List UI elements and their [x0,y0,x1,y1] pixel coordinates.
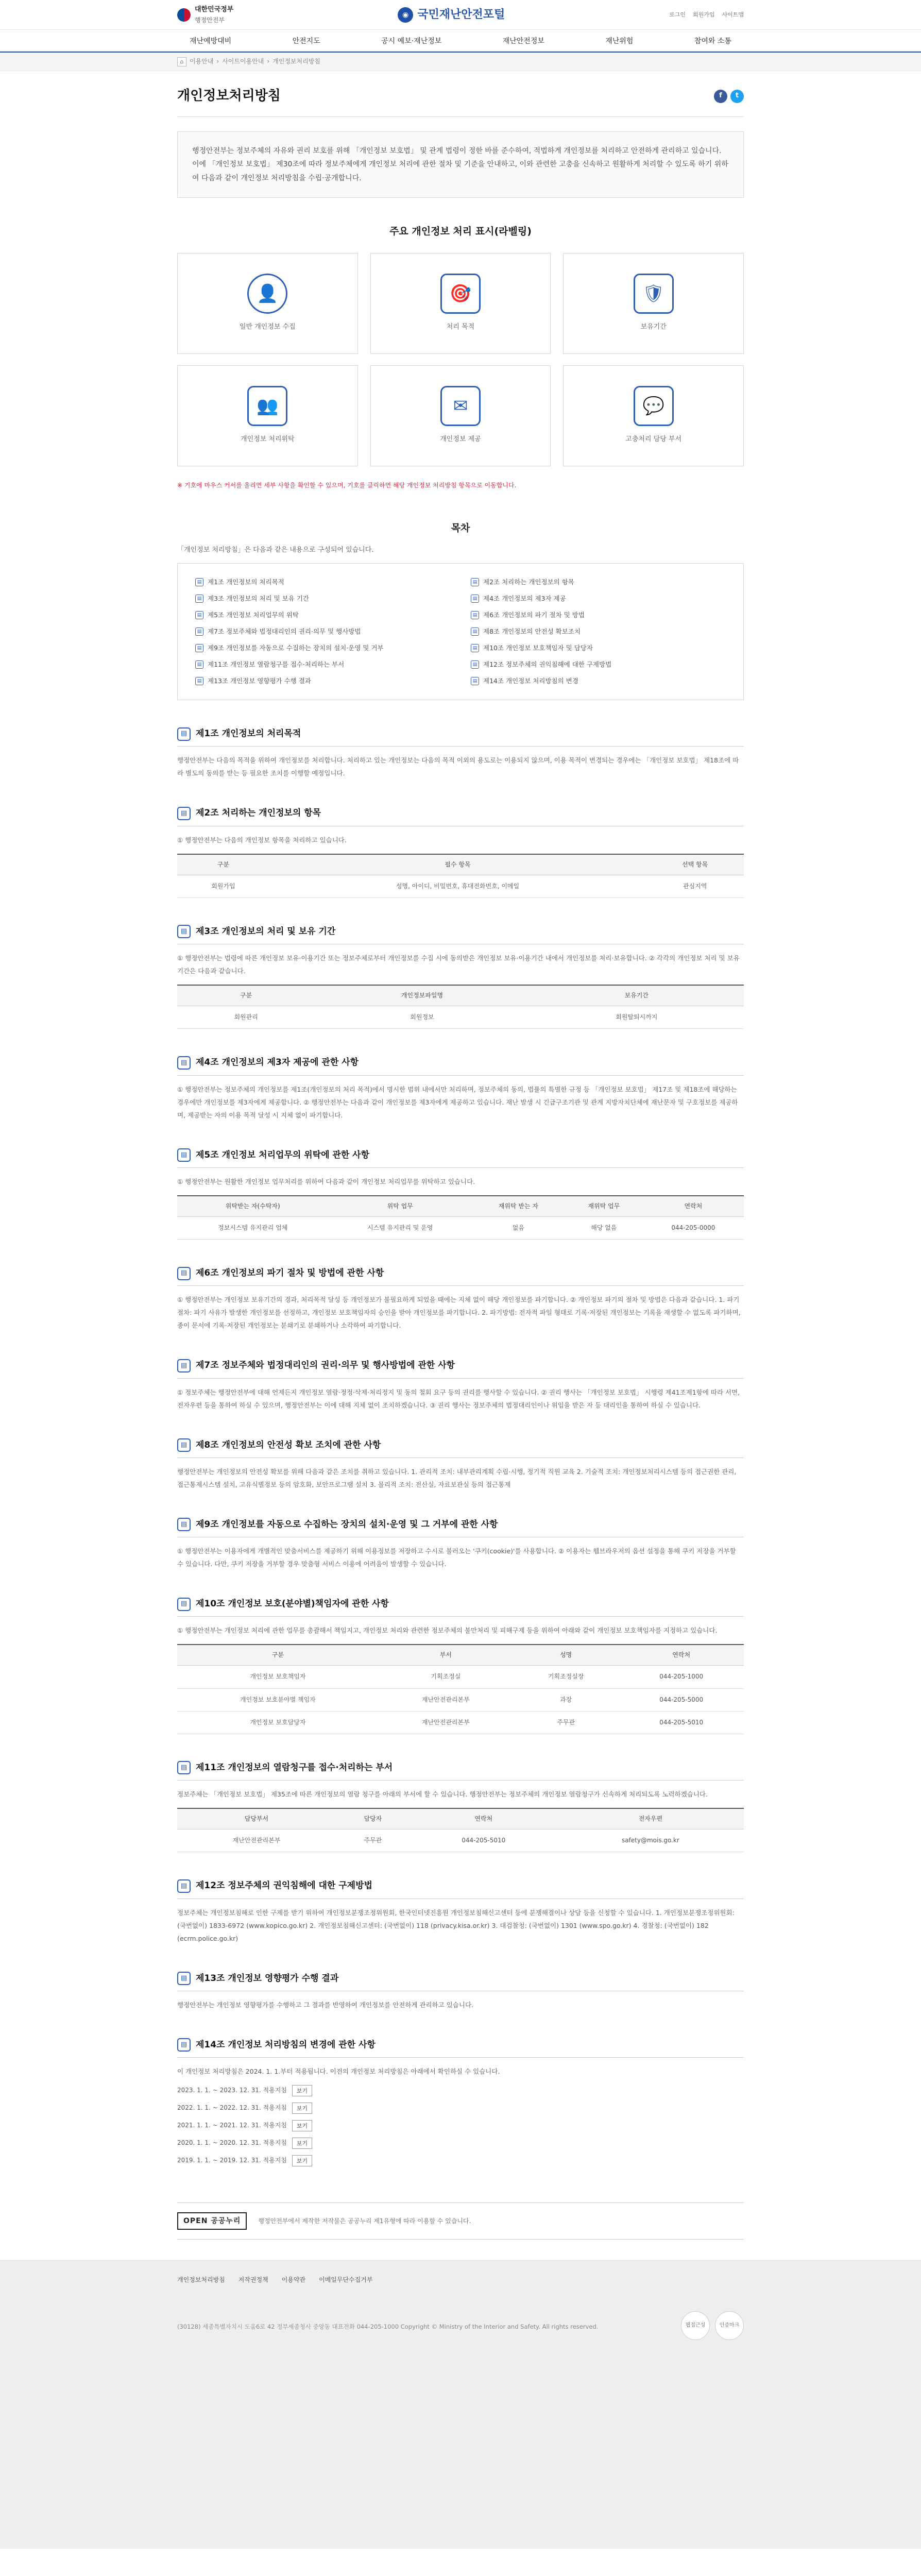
table-cell: 회원정보 [315,1006,529,1029]
table-cell: 044-205-5010 [619,1711,744,1734]
footer [0,2260,921,2549]
table-cell: 044-205-0000 [643,1217,744,1240]
document-icon: ▤ [195,578,203,586]
document-icon: ▤ [177,1972,191,1985]
article-6 [177,1266,744,1332]
toc-item[interactable] [471,659,726,670]
article-body: ① 행정안전부는 원활한 개인정보 업무처리를 위하여 다음과 같이 개인정보 처리업무를 위탁하고 있습니다. [177,1177,475,1185]
table-cell: 개인정보 보호분야별 책임자 [177,1688,379,1711]
table-header: 재위탁 받는 자 [472,1196,565,1217]
article-4 [177,1056,744,1121]
toc-label: 제13조 개인정보 영향평가 수행 결과 [208,677,311,685]
home-icon[interactable]: ⌂ [177,57,186,66]
toc-item[interactable] [195,643,450,653]
toc-label: 제3조 개인정보의 처리 및 보유 기간 [208,595,309,603]
article-title: 제9조 개인정보를 자동으로 수집하는 장치의 설치·운영 및 그 거부에 관한 사항 [196,1519,498,1530]
article-9 [177,1518,744,1570]
breadcrumb-item[interactable]: 사이트이용안내 [222,58,264,65]
footer-link[interactable]: 이메일무단수집거부 [319,2276,373,2284]
table-header: 재위탁 업무 [565,1196,643,1217]
label-text: 개인정보 처리위탁 [241,435,295,444]
chat-icon: 💬 [634,386,674,426]
table-header: 연락처 [619,1645,744,1666]
nav-item[interactable]: 재난안전정보 [502,37,544,45]
article-body: 정보주체는 「개인정보 보호법」 제35조에 따른 개인정보의 열람 청구를 아래의 부서에 할 수 있습니다. 행정안전부는 정보주체의 개인정보 열람청구가 신속하게 처리되도록 노력하겠습니다. [177,1790,708,1799]
view-button[interactable]: 보기 [292,2138,312,2149]
table-header: 위탁받는 자(수탁자) [177,1196,328,1217]
labels-note: ※ 기호에 마우스 커서를 올리면 세부 사항을 확인할 수 있으며, 기호를 클릭하면 해당 개인정보 처리방침 항목으로 이동합니다. [177,481,517,489]
table-row [177,1666,744,1688]
envelope-icon: ✉ [440,386,481,426]
table-row [177,1006,744,1029]
article-body: ① 행정안전부는 다음의 개인정보 항목을 처리하고 있습니다. [177,836,347,844]
main-nav [0,30,921,53]
table-header: 필수 항목 [269,854,646,875]
table-header: 보유기간 [530,985,744,1006]
label-card[interactable] [370,253,551,354]
document-icon: ▤ [177,1879,191,1893]
org-name: 행정안전부 [195,16,225,24]
table-row [177,1711,744,1734]
label-card[interactable] [177,365,358,466]
footer-link[interactable]: 저작권정책 [238,2276,268,2284]
history-item [177,2120,744,2131]
history-period: 2023. 1. 1. ~ 2023. 12. 31. 적용지침 [177,2087,287,2094]
table-cell: 재난안전관리본부 [177,1829,336,1852]
toc-item[interactable] [195,659,450,670]
document-icon: ▤ [471,628,479,636]
kogl-text: 행정안전부에서 제작한 저작물은 공공누리 제1유형에 따라 이용할 수 있습니다. [258,2217,471,2225]
table-cell: 개인정보 보호책임자 [177,1666,379,1688]
toc-item[interactable] [195,676,450,686]
facebook-icon[interactable]: f [714,90,727,103]
intro-box: 행정안전부는 정보주체의 자유와 권리 보호를 위해 「개인정보 보호법」 및 관계 법령이 정한 바를 준수하여, 적법하게 개인정보를 처리하고 안전하게 관리하고 있습니다. 이에 「개인정보 보호법」 제30조에 따라 정보주체에게 개인정보 처리에 관한 절차 및 기준을 안내하고, 이와 관련한 고충을 신속하고 원활하게 처리할 수 있도록 하기 위하여 다음과 같이 개인정보 처리방침을 수립·공개합니다. [177,131,744,198]
chevron-right-icon: › [267,58,270,65]
table-header: 담당자 [336,1808,410,1829]
article-title: 제3조 개인정보의 처리 및 보유 기간 [196,926,336,937]
table-cell: 044-205-5000 [619,1688,744,1711]
toc-label: 제7조 정보주체와 법정대리인의 권리·의무 및 행사방법 [208,628,361,636]
labels-grid [177,253,744,466]
document-icon: ▤ [177,1267,191,1280]
article-13 [177,1972,744,2011]
table-cell: 044-205-1000 [619,1666,744,1688]
table-cell: 회원가입 [177,875,269,897]
table-header: 구분 [177,854,269,875]
table-cell: 회원관리 [177,1006,315,1029]
toc-box [177,563,744,700]
view-button[interactable]: 보기 [292,2085,312,2096]
table-cell: 시스템 유지관리 및 운영 [328,1217,471,1240]
document-icon: ▤ [471,611,479,619]
table-header: 연락처 [410,1808,557,1829]
document-icon: ▤ [177,1761,191,1774]
toc-item[interactable] [195,594,450,604]
consign-table [177,1195,744,1240]
toc-label: 제6조 개인정보의 파기 절차 및 방법 [483,611,585,619]
document-icon: ▤ [471,578,479,586]
article-2 [177,806,744,898]
article-10 [177,1597,744,1734]
content [177,71,744,2240]
request-dept-table [177,1808,744,1852]
article-body: 행정안전부는 다음의 목적을 위하여 개인정보를 처리합니다. 처리하고 있는 개인정보는 다음의 목적 이외의 용도로는 이용되지 않으며, 이용 목적이 변경되는 경우에는 「개인정보 보호법」 제18조에 따라 별도의 동의를 받는 등 필요한 조치를 이행할 예정입니다. [177,756,739,777]
article-title: 제5조 개인정보 처리업무의 위탁에 관한 사항 [196,1149,370,1160]
label-card[interactable] [370,365,551,466]
util-links [669,10,744,20]
document-icon: ▤ [177,1438,191,1452]
toc-item[interactable] [195,577,450,587]
table-cell: 정보시스템 유지관리 업체 [177,1217,328,1240]
document-icon: ▤ [177,2038,191,2052]
footer-link[interactable]: 개인정보처리방침 [177,2276,225,2284]
toc-label: 제9조 개인정보를 자동으로 수집하는 장치의 설치·운영 및 거부 [208,644,384,652]
label-text: 보유기간 [640,323,667,331]
article-body: 행정안전부는 개인정보 영향평가를 수행하고 그 결과를 반영하여 개인정보를 안전하게 관리하고 있습니다. [177,2001,474,2009]
article-title: 제4조 개인정보의 제3자 제공에 관한 사항 [196,1057,359,1068]
document-icon: ▤ [471,644,479,652]
nav-item[interactable]: 재난예방대비 [190,37,232,45]
table-header: 개인정보파일명 [315,985,529,1006]
document-icon: ▤ [471,660,479,669]
twitter-icon[interactable]: t [730,90,744,103]
article-title: 제10조 개인정보 보호(분야별)책임자에 관한 사항 [196,1598,389,1609]
article-body: ① 행정안전부는 이용자에게 개별적인 맞춤서비스를 제공하기 위해 이용정보를 저장하고 수시로 불러오는 '쿠키(cookie)'를 사용합니다. ② 이용자는 웹브라우저의 옵션 설정을 통해 쿠키 저장을 거부할 수 있습니다. 다만, 쿠키 저장을 거부할 경우 맞춤형 서비스 이용에 어려움이 발생할 수 있습니다. [177,1547,736,1568]
table-cell: 과장 [513,1688,619,1711]
history-item [177,2155,744,2166]
article-body: 정보주체는 개인정보침해로 인한 구제를 받기 위하여 개인정보분쟁조정위원회, 한국인터넷진흥원 개인정보침해신고센터 등에 분쟁해결이나 상담 등을 신청할 수 있습니다. 1. 개인정보분쟁조정위원회: (국번없이) 1833-6972 (www.kopico.go.kr) 2. 개인정보침해신고센터: (국번없이) 118 (privacy.kisa.or.kr) 3. 대검찰청: (국번없이) 1301 (www.spo.go.kr) 4. 경찰청: (국번없이) 182 (ecrm.police.go.kr) [177,1908,735,1942]
retention-table [177,985,744,1029]
toc-label: 제5조 개인정보 처리업무의 위탁 [208,611,299,619]
table-row [177,1688,744,1711]
article-title: 제11조 개인정보의 열람청구를 접수·처리하는 부서 [196,1762,393,1773]
history-item [177,2138,744,2149]
history-item [177,2085,744,2096]
share-buttons [714,90,744,103]
accessibility-badge-icon: 웹접근성 [681,2311,710,2340]
article-title: 제1조 개인정보의 처리목적 [196,728,301,739]
toc-item[interactable] [471,594,726,604]
table-cell: 재난안전관리본부 [379,1711,513,1734]
label-card[interactable] [563,253,744,354]
table-cell: 기획조정실 [379,1666,513,1688]
site-logo[interactable] [398,6,505,24]
article-title: 제7조 정보주체와 법정대리인의 권리·의무 및 행사방법에 관한 사항 [196,1360,455,1371]
document-icon: ▤ [471,677,479,685]
article-title: 제12조 정보주체의 권익침해에 대한 구제방법 [196,1880,372,1891]
toc-label: 제12조 정보주체의 권익침해에 대한 구제방법 [483,660,612,669]
article-body: ① 행정안전부는 법령에 따른 개인정보 보유·이용기간 또는 정보주체로부터 개인정보를 수집 시에 동의받은 개인정보 보유·이용기간 내에서 개인정보를 처리·보유합니다. ② 각각의 개인정보 처리 및 보유 기간은 다음과 같습니다. [177,954,740,975]
history-list [177,2085,744,2166]
cert-badge-icon: 인증마크 [715,2311,744,2340]
footer-link[interactable]: 이용약관 [281,2276,306,2284]
toc-label: 제1조 개인정보의 처리목적 [208,578,284,586]
article-1 [177,727,744,779]
article-3 [177,925,744,1029]
table-header: 위탁 업무 [328,1196,471,1217]
view-button[interactable]: 보기 [292,2155,312,2166]
label-text: 일반 개인정보 수집 [239,323,296,331]
taeguk-icon [177,8,191,22]
gov-name: 대한민국정부 [195,6,234,13]
document-icon: ▤ [177,1148,191,1162]
table-header: 성명 [513,1645,619,1666]
toc-sub: 「개인정보 처리방침」은 다음과 같은 내용으로 구성되어 있습니다. [177,546,374,554]
label-card[interactable] [177,253,358,354]
nav-item[interactable]: 재난위험 [605,37,634,45]
table-cell: 성명, 아이디, 비밀번호, 휴대전화번호, 이메일 [269,875,646,897]
document-icon: ▤ [177,727,191,741]
view-button[interactable]: 보기 [292,2120,312,2131]
article-title: 제2조 처리하는 개인정보의 항목 [196,808,321,819]
table-cell: 관심지역 [646,875,744,897]
document-icon: ▤ [177,1359,191,1372]
document-icon: ▤ [195,595,203,603]
article-14 [177,2038,744,2166]
toc-item[interactable] [195,610,450,620]
user-icon: 👤 [247,274,287,314]
chevron-right-icon: › [216,58,219,65]
table-header: 담당부서 [177,1808,336,1829]
toc-item[interactable] [471,676,726,686]
nav-item[interactable]: 참여와 소통 [694,37,731,45]
article-title: 제8조 개인정보의 안전성 확보 조치에 관한 사항 [196,1439,381,1450]
shield-icon: 🛡 [634,274,674,314]
table-header: 전자우편 [557,1808,744,1829]
target-icon: 🎯 [440,274,481,314]
toc-item[interactable] [471,643,726,653]
article-7 [177,1359,744,1411]
history-period: 2022. 1. 1. ~ 2022. 12. 31. 적용지침 [177,2104,287,2112]
kogl-notice [177,2202,744,2240]
document-icon: ▤ [177,925,191,938]
article-title: 제6조 개인정보의 파기 절차 및 방법에 관한 사항 [196,1268,384,1279]
labels-title: 주요 개인정보 처리 표시(라벨링) [389,226,532,238]
article-body: ① 행정안전부는 정보주체의 개인정보를 제1조(개인정보의 처리 목적)에서 명시한 범위 내에서만 처리하며, 정보주체의 동의, 법률의 특별한 규정 등 「개인정보 보호법」 제17조 및 제18조에 해당하는 경우에만 개인정보를 제3자에게 제공합니다. ② 행정안전부는 다음과 같이 개인정보를 제3자에게 제공하고 있습니다. 재난 발생 시 긴급구조기관 및 관계 지방자치단체에 재난문자 및 구호정보를 제공하며, 제공받는 자의 이용 목적 달성 시 지체 없이 파기합니다. [177,1085,738,1119]
table-cell: 재난안전관리본부 [379,1688,513,1711]
toc-label: 제14조 개인정보 처리방침의 변경 [483,677,578,685]
toc-item[interactable] [195,626,450,637]
toc-label: 제2조 처리하는 개인정보의 항목 [483,578,574,586]
login-link[interactable]: 로그인 [669,11,686,19]
article-body: 행정안전부는 개인정보의 안전성 확보를 위해 다음과 같은 조치를 취하고 있습니다. 1. 관리적 조치: 내부관리계획 수립·시행, 정기적 직원 교육 2. 기술적 조치: 개인정보처리시스템 등의 접근권한 관리, 접근통제시스템 설치, 고유식별정보 등의 암호화, 보안프로그램 설치 3. 물리적 조치: 전산실, 자료보관실 등의 접근통제 [177,1467,737,1488]
table-row [177,1217,744,1240]
table-cell: 회원탈퇴시까지 [530,1006,744,1029]
kogl-logo[interactable]: OPEN 공공누리 [177,2212,247,2230]
table-cell: 기획조정실장 [513,1666,619,1688]
table-cell: 주무관 [513,1711,619,1734]
history-period: 2021. 1. 1. ~ 2021. 12. 31. 적용지침 [177,2122,287,2129]
table-row [177,1829,744,1852]
article-title: 제13조 개인정보 영향평가 수행 결과 [196,1973,339,1984]
site-name: 국민재난안전포털 [417,8,505,22]
table-header: 연락처 [643,1196,744,1217]
breadcrumb-item[interactable]: 이용안내 [190,58,214,65]
sitemap-link[interactable]: 사이트맵 [722,11,744,19]
document-icon: ▤ [177,1056,191,1070]
footer-info: (30128) 세종특별자치시 도움6로 42 정부세종청사 중앙동 대표전화 044-205-1000 Copyright © Ministry of the Interior and Safety. All rights reserved. [177,2323,599,2330]
history-period: 2019. 1. 1. ~ 2019. 12. 31. 적용지침 [177,2157,287,2164]
table-cell: 개인정보 보호담당자 [177,1711,379,1734]
article-12 [177,1879,744,1944]
view-button[interactable]: 보기 [292,2103,312,2114]
article-8 [177,1438,744,1491]
footer-links [177,2275,744,2285]
document-icon: ▤ [195,611,203,619]
top-header [0,0,921,30]
document-icon: ▤ [195,644,203,652]
article-body: ① 정보주체는 행정안전부에 대해 언제든지 개인정보 열람·정정·삭제·처리정지 및 동의 철회 요구 등의 권리를 행사할 수 있습니다. ② 권리 행사는 「개인정보 보호법」 시행령 제41조제1항에 따라 서면, 전자우편 등을 통하여 하실 수 있으며, 행정안전부는 이에 대해 지체 없이 조치하겠습니다. ③ 권리 행사는 정보주체의 법정대리인이나 위임을 받은 자 등 대리인을 통하여 하실 수 있습니다. [177,1388,740,1409]
nav-item[interactable]: 공시 예보·재난정보 [381,37,442,45]
toc-label: 제10조 개인정보 보호책임자 및 담당자 [483,644,593,652]
officer-table [177,1644,744,1734]
table-cell: safety@mois.go.kr [557,1829,744,1852]
document-icon: ▤ [471,595,479,603]
article-5 [177,1148,744,1240]
label-text: 고충처리 담당 부서 [625,435,682,444]
table-header: 선택 항목 [646,854,744,875]
label-text: 개인정보 제공 [440,435,481,444]
history-item [177,2103,744,2114]
toc-title: 목차 [451,522,470,534]
signup-link[interactable]: 회원가입 [692,11,715,19]
table-cell: 없음 [472,1217,565,1240]
toc-item[interactable] [471,577,726,587]
label-card[interactable] [563,365,744,466]
nav-item[interactable]: 안전지도 [292,37,320,45]
article-title: 제14조 개인정보 처리방침의 변경에 관한 사항 [196,2039,376,2050]
table-header: 구분 [177,1645,379,1666]
article-body: 이 개인정보 처리방침은 2024. 1. 1.부터 적용됩니다. 이전의 개인정보 처리방침은 아래에서 확인하실 수 있습니다. [177,2067,500,2076]
page-title: 개인정보처리방침 [177,88,281,104]
site-logo-icon: ◉ [398,7,413,23]
table-cell: 주무관 [336,1829,410,1852]
toc-label: 제8조 개인정보의 안전성 확보조치 [483,628,581,636]
page-head [177,71,744,117]
label-text: 처리 목적 [446,323,475,331]
toc-item[interactable] [471,626,726,637]
article-body: ① 행정안전부는 개인정보 처리에 관한 업무를 총괄해서 책임지고, 개인정보 처리와 관련한 정보주체의 불만처리 및 피해구제 등을 위하여 아래와 같이 개인정보 보호책임자를 지정하고 있습니다. [177,1626,718,1635]
breadcrumb [0,53,921,71]
document-icon: ▤ [177,1598,191,1611]
table-row [177,875,744,897]
document-icon: ▤ [195,677,203,685]
document-icon: ▤ [195,628,203,636]
toc-label: 제4조 개인정보의 제3자 제공 [483,595,566,603]
history-period: 2020. 1. 1. ~ 2020. 12. 31. 적용지침 [177,2139,287,2147]
gov-emblem[interactable] [177,5,233,25]
document-icon: ▤ [177,807,191,820]
toc-label: 제11조 개인정보 열람청구를 접수·처리하는 부서 [208,660,345,669]
breadcrumb-item[interactable]: 개인정보처리방침 [272,58,320,65]
document-icon: ▤ [177,1518,191,1531]
article-body: ① 행정안전부는 개인정보 보유기간의 경과, 처리목적 달성 등 개인정보가 불필요하게 되었을 때에는 지체 없이 해당 개인정보를 파기합니다. ② 개인정보 파기의 절차 및 방법은 다음과 같습니다. 1. 파기절차: 파기 사유가 발생한 개인정보를 선정하고, 개인정보 보호책임자의 승인을 받아 개인정보를 파기합니다. 2. 파기방법: 전자적 파일 형태로 기록·저장된 개인정보는 기록을 재생할 수 없도록 파기하며, 종이 문서에 기록·저장된 개인정보는 분쇄기로 분쇄하거나 소각하여 파기합니다. [177,1296,741,1330]
users-icon: 👥 [247,386,287,426]
table-cell: 해당 없음 [565,1217,643,1240]
table-header: 구분 [177,985,315,1006]
article-11 [177,1761,744,1853]
table-header: 부서 [379,1645,513,1666]
table-cell: 044-205-5010 [410,1829,557,1852]
items-table [177,854,744,898]
document-icon: ▤ [195,660,203,669]
toc-item[interactable] [471,610,726,620]
